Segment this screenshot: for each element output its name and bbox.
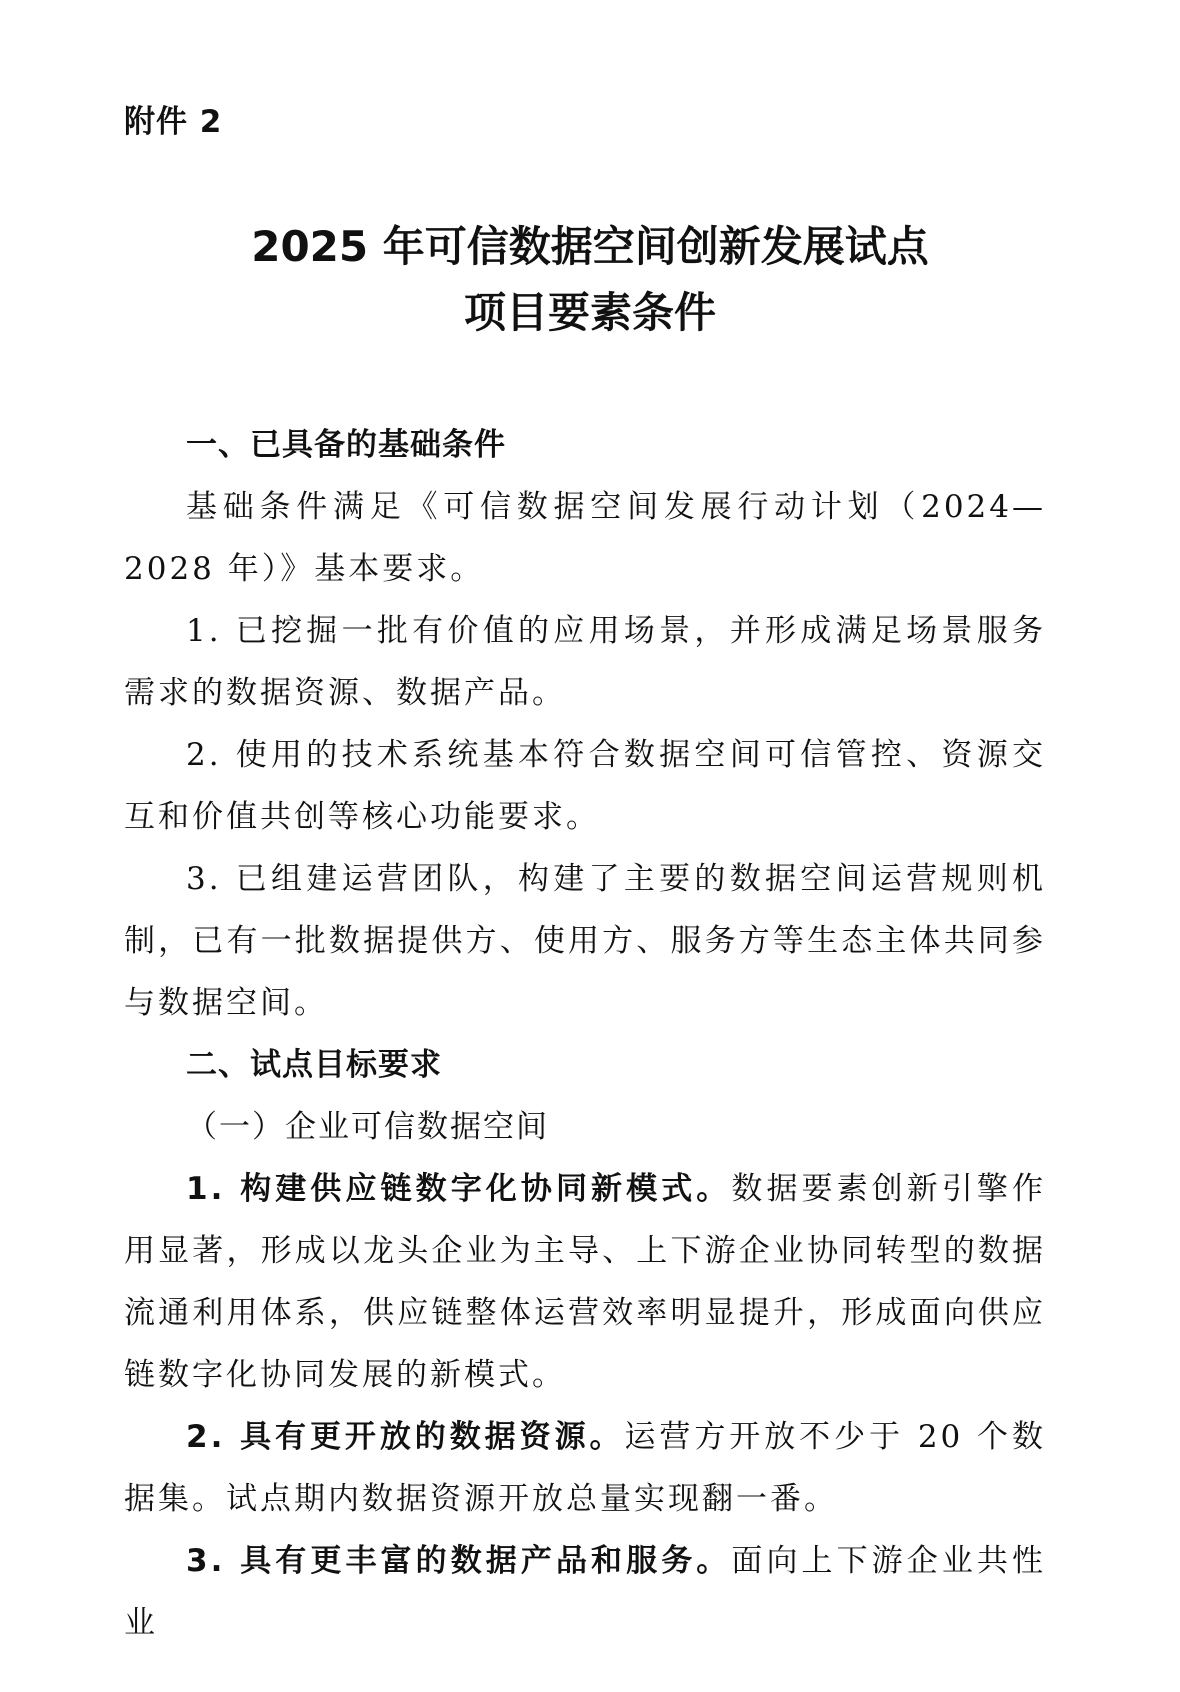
section-2-item-1 — [124, 1158, 1046, 1406]
item-1-text: 数据要素创新引擎作用显著，形成以龙头企业为主导、上下游企业协同转型的数据流通利用体系，供应链整体运营效率明显提升，形成面向供应链数字化协同发展的新模式。 — [124, 1171, 1047, 1393]
section-2-subheading-1: （一）企业可信数据空间 — [186, 1109, 549, 1145]
section-2-item-2 — [124, 1406, 1046, 1530]
section-1-item-3: 3. 已组建运营团队，构建了主要的数据空间运营规则机制，已有一批数据提供方、使用方、服务方等生态主体共同参与数据空间。 — [124, 861, 1046, 1021]
item-2-lead: 2. 具有更开放的数据资源。 — [186, 1419, 625, 1455]
section-2-heading: 二、试点目标要求 — [186, 1047, 442, 1083]
title-line-2: 项目要素条件 — [463, 288, 716, 337]
item-3-lead: 3. 具有更丰富的数据产品和服务。 — [186, 1543, 732, 1579]
section-1-item-2: 2. 使用的技术系统基本符合数据空间可信管控、资源交互和价值共创等核心功能要求。 — [124, 737, 1046, 835]
item-2-text: 运营方开放不少于 20 个数据集。试点期内数据资源开放总量实现翻一番。 — [124, 1419, 1047, 1517]
section-1-item-1: 1. 已挖掘一批有价值的应用场景，并形成满足场景服务需求的数据资源、数据产品。 — [124, 613, 1046, 711]
title-line-1: 2025 年可信数据空间创新发展试点 — [251, 222, 929, 271]
document-body — [124, 414, 1046, 1654]
item-3-text: 面向上下游企业共性业 — [124, 1543, 1047, 1641]
item-1-lead: 1. 构建供应链数字化协同新模式。 — [186, 1171, 732, 1207]
section-1-intro: 基础条件满足《可信数据空间发展行动计划（2024—2028 年）》基本要求。 — [124, 489, 1046, 587]
section-1-heading: 一、已具备的基础条件 — [186, 427, 506, 463]
section-2-item-3 — [124, 1530, 1046, 1654]
attachment-label: 附件 2 — [124, 104, 223, 140]
document-title — [0, 214, 1180, 346]
